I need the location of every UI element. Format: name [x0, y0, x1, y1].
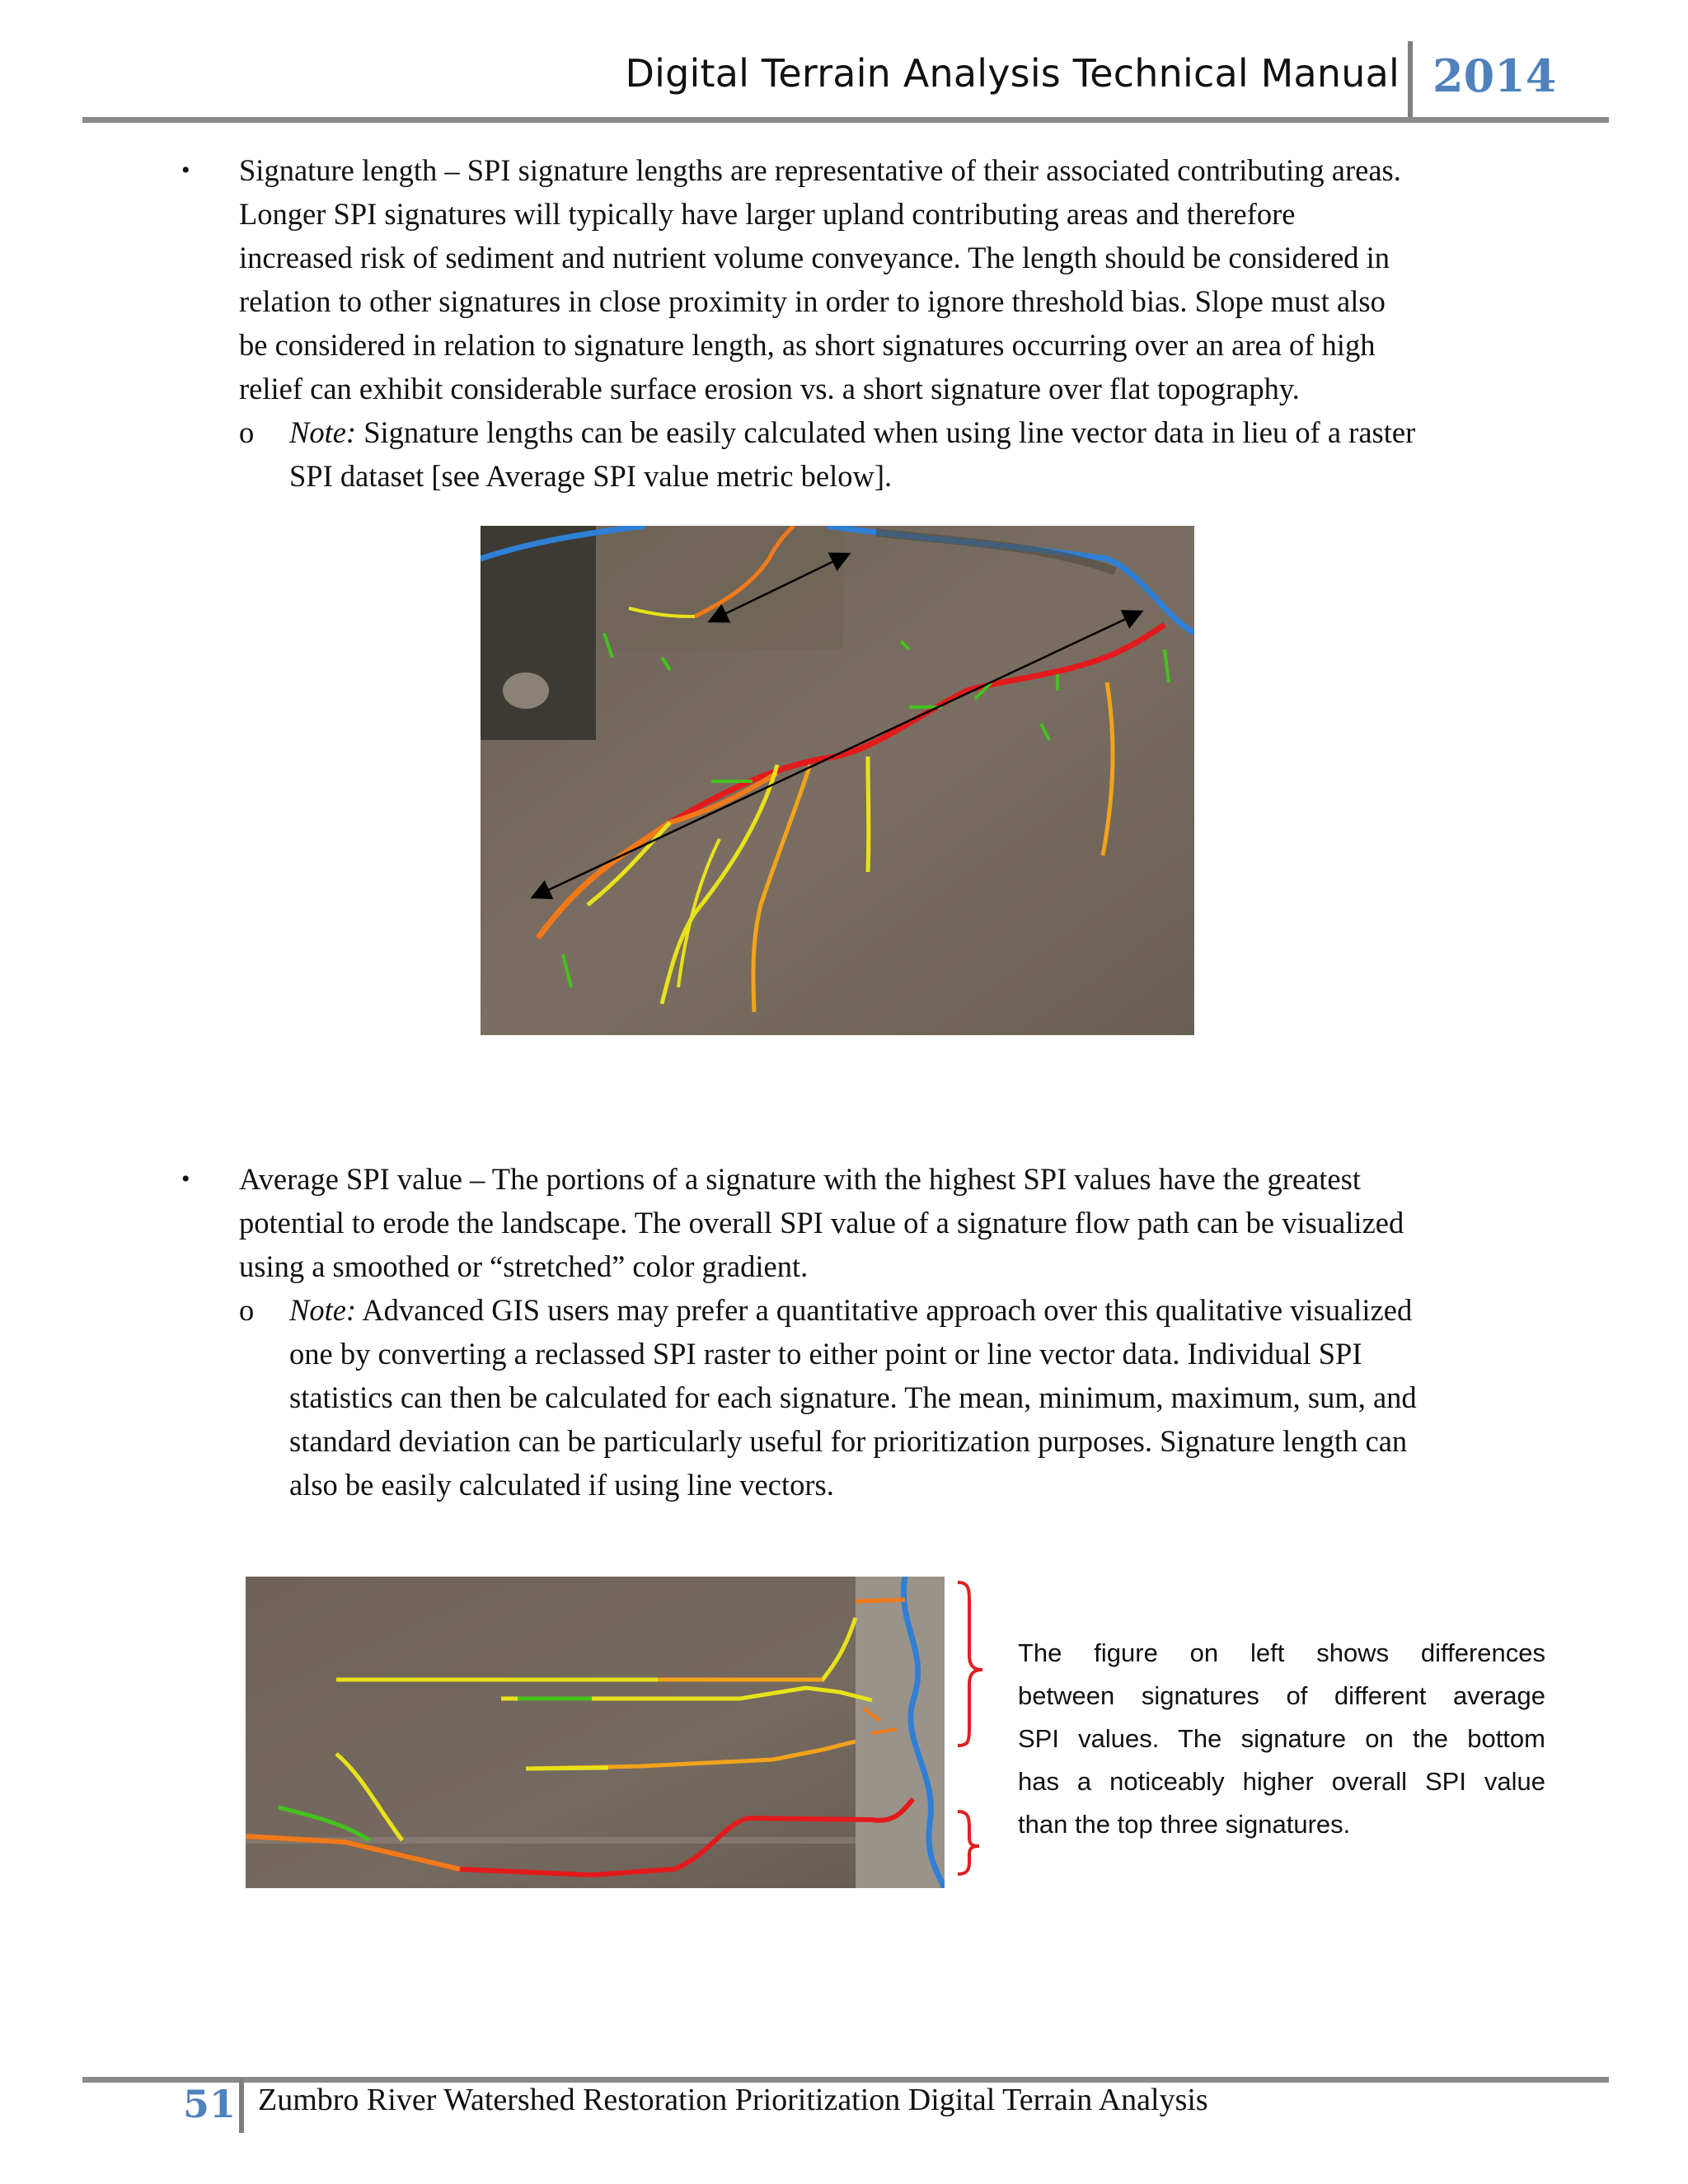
caption-line: has a noticeably higher overall SPI value: [1018, 1767, 1545, 1796]
note-line: standard deviation can be particularly useful for prioritization purposes. Signature length can: [289, 1424, 1408, 1458]
header-divider: [1408, 41, 1413, 120]
sub-bullet-marker: o: [239, 415, 255, 449]
caption-line: The figure on left shows differences: [1018, 1638, 1545, 1667]
bullet-marker: •: [181, 157, 190, 184]
average-spi-section: [181, 1157, 1599, 1507]
note-line: [239, 410, 1599, 454]
paragraph-line: Longer SPI signatures will typically have larger upland contributing areas and therefore: [239, 197, 1296, 231]
note-line: SPI dataset [see Average SPI value metric below].: [289, 459, 893, 493]
paragraph-line: potential to erode the landscape. The overall SPI value of a signature flow path can be visualized: [239, 1206, 1404, 1240]
header-rule: [82, 117, 1609, 123]
caption-line: between signatures of different average: [1018, 1681, 1545, 1710]
page-header-title: Digital Terrain Analysis Technical Manual: [625, 51, 1400, 96]
note-label: Note:: [289, 1293, 357, 1327]
average-spi-figure: [246, 1577, 945, 1888]
footer-title: Zumbro River Watershed Restoration Prioritization Digital Terrain Analysis: [258, 2083, 1208, 2117]
note-text: Signature lengths can be easily calculated when using line vector data in lieu of a raster: [356, 415, 1416, 449]
caption-line: SPI values. The signature on the bottom: [1018, 1724, 1545, 1753]
note-line: statistics can then be calculated for each signature. The mean, minimum, maximum, sum, and: [289, 1380, 1417, 1414]
paragraph-line: [181, 148, 1599, 192]
bullet-marker: •: [181, 1165, 190, 1193]
sub-bullet-marker: o: [239, 1293, 255, 1327]
footer-divider: [239, 2079, 244, 2133]
brace-group-icon: [954, 1581, 987, 1877]
paragraph-line: relief can exhibit considerable surface erosion vs. a short signature over flat topography.: [239, 372, 1300, 405]
paragraph-line: [181, 1157, 1599, 1201]
note-line: one by converting a reclassed SPI raster to either point or line vector data. Individual SPI: [289, 1337, 1362, 1371]
text-line: Average SPI value – The portions of a signature with the highest SPI values have the greatest: [239, 1162, 1361, 1196]
note-text: Advanced GIS users may prefer a quantitative approach over this qualitative visualized: [356, 1293, 1413, 1327]
signature-length-section: [181, 148, 1599, 498]
note-line: [239, 1288, 1599, 1332]
figure-caption: [1018, 1632, 1545, 1846]
paragraph-line: increased risk of sediment and nutrient volume conveyance. The length should be considered in: [239, 241, 1390, 274]
paragraph-line: be considered in relation to signature length, as short signatures occurring over an area of high: [239, 328, 1376, 362]
page-header-year: 2014: [1432, 49, 1557, 102]
signature-length-figure: [481, 526, 1194, 1035]
note-label: Note:: [289, 415, 357, 449]
page-number: 51: [183, 2082, 237, 2126]
note-line: also be easily calculated if using line vectors.: [289, 1468, 834, 1502]
text-line: Signature length – SPI signature lengths are representative of their associated contributing areas.: [239, 153, 1401, 187]
paragraph-line: using a smoothed or “stretched” color gradient.: [239, 1249, 809, 1283]
caption-line: than the top three signatures.: [1018, 1810, 1351, 1839]
paragraph-line: relation to other signatures in close proximity in order to ignore threshold bias. Slope must also: [239, 284, 1386, 318]
